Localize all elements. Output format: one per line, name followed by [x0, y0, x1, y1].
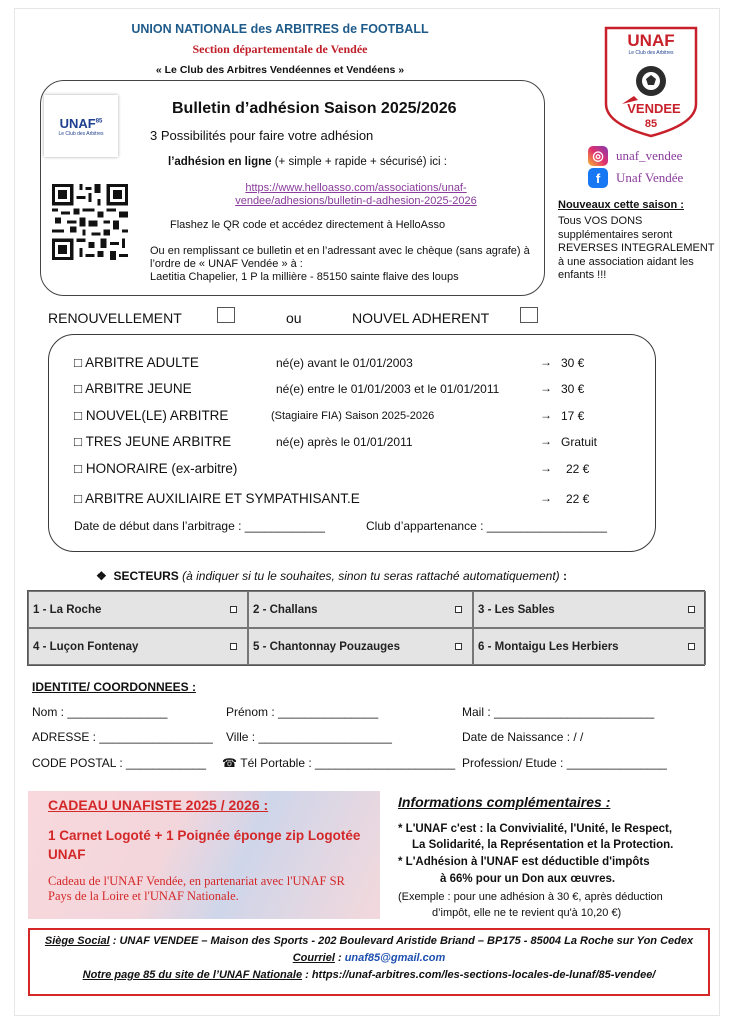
secteur-label: 3 - Les Sables — [478, 603, 555, 616]
secteur-checkbox[interactable] — [688, 643, 695, 650]
secteur-label: 1 - La Roche — [33, 603, 102, 616]
logo-85-text: 85 — [644, 118, 658, 130]
secteur-option[interactable] — [248, 628, 473, 665]
courriel-link[interactable]: unaf85@gmail.com — [344, 952, 446, 964]
remplissant-text — [150, 245, 540, 284]
arrow-icon: → — [540, 434, 552, 448]
secteur-option[interactable] — [248, 591, 473, 628]
helloasso-link[interactable]: https://www.helloasso.com/associations/unaf-vendee/adhesions/bulletin-d-adhesion-2025-2026 — [235, 182, 477, 207]
site-url[interactable]: : https://unaf-arbitres.com/les-sections-locales-de-lunaf/85-vendee/ — [302, 969, 656, 981]
identite-title: IDENTITE/ COORDONNEES : — [32, 680, 197, 694]
facebook-link[interactable] — [588, 168, 683, 188]
bulletin-title: Bulletin d’adhésion Saison 2025/2026 — [172, 100, 457, 117]
remplissant-line-1: Ou en remplissant ce bulletin et en l’adressant avec le chèque (sans agrafe) à l’ordre de « UNAF Vendée » à : — [150, 245, 530, 270]
tarif-condition: né(e) avant le 01/01/2003 — [276, 356, 413, 370]
tarif-price: Gratuit — [561, 435, 598, 449]
mail-field[interactable]: Mail : ________________________ — [462, 705, 655, 719]
tarif-category: □ ARBITRE ADULTE — [74, 355, 199, 370]
tarif-row[interactable] — [74, 381, 614, 399]
tarif-condition: né(e) après le 01/01/2011 — [276, 435, 413, 449]
info-title: Informations complémentaires : — [398, 794, 611, 810]
unaf-vendee-logo — [604, 26, 698, 138]
phone-icon: ☎ — [222, 756, 237, 770]
tarif-condition: (Stagiaire FIA) Saison 2025-2026 — [271, 410, 435, 422]
club-appartenance-field[interactable]: Club d’appartenance : __________________ — [366, 519, 607, 533]
nom-field[interactable]: Nom : _______________ — [32, 705, 168, 719]
possibilites-text: 3 Possibilités pour faire votre adhésion — [150, 128, 374, 143]
instagram-link[interactable] — [588, 146, 682, 166]
arrow-icon: → — [540, 491, 552, 505]
date-debut-field[interactable]: Date de début dans l’arbitrage : ____________ — [74, 519, 325, 533]
arrow-icon: → — [540, 461, 552, 475]
small-logo-text: UNAF$^{85}$ — [59, 115, 103, 131]
secteur-checkbox[interactable] — [455, 643, 462, 650]
tarif-price: 30 € — [561, 356, 585, 370]
flashez-text: Flashez le QR code et accédez directement à HelloAsso — [170, 219, 446, 231]
info-example: d’impôt, elle ne te revient qu'à 10,20 €) — [432, 907, 622, 919]
secteurs-hint: (à indiquer si tu le souhaites, sinon tu seras rattaché automatiquement) — [178, 569, 560, 583]
adhesion-en-ligne-text — [168, 156, 447, 168]
secteur-option[interactable] — [28, 591, 248, 628]
org-title: UNION NATIONALE des ARBITRES de FOOTBALL — [131, 22, 429, 36]
tel-portable-label: Tél Portable : _____________________ — [240, 756, 456, 770]
tarif-row[interactable] — [74, 491, 614, 509]
secteur-label: 6 - Montaigu Les Herbiers — [478, 640, 619, 653]
tarif-row[interactable] — [74, 408, 614, 426]
cadeau-item: 1 Carnet Logoté + 1 Poignée éponge zip Logotée UNAF — [48, 828, 361, 862]
nouvel-adherent-checkbox[interactable] — [520, 307, 538, 323]
ou-label: ou — [286, 310, 302, 326]
info-line: * L'UNAF c'est : la Convivialité, l'Unité, le Respect, — [398, 823, 673, 835]
profession-field[interactable]: Profession/ Etude : _______________ — [462, 756, 667, 770]
cadeau-title: CADEAU UNAFISTE 2025 / 2026 : — [48, 797, 269, 813]
logo-unaf-text: UNAF — [627, 31, 675, 50]
secteur-label: 5 - Chantonnay Pouzauges — [253, 640, 400, 653]
date-naissance-field[interactable]: Date de Naissance : / / — [462, 730, 584, 744]
arrow-icon: → — [540, 355, 552, 369]
nouvel-adherent-label: NOUVEL ADHERENT — [352, 310, 490, 326]
tarif-condition: né(e) entre le 01/01/2003 et le 01/01/2011 — [276, 382, 500, 396]
qr-code-icon[interactable] — [52, 184, 128, 260]
diamond-bullet-icon: ❖ — [96, 569, 107, 583]
remplissant-line-2: Laetitia Chapelier, 1 P la millière - 85150 sainte flaive des loups — [150, 271, 459, 283]
tarif-price: 22 € — [566, 462, 590, 476]
tarif-category: □ ARBITRE AUXILIAIRE ET SYMPATHISANT.E — [74, 491, 360, 506]
tarif-row[interactable] — [74, 461, 614, 479]
en-ligne-rest: (+ simple + rapide + sécurisé) ici : — [271, 156, 447, 168]
courriel-sep: : — [334, 952, 345, 964]
secteurs-table — [27, 590, 705, 666]
org-section: Section départementale de Vendée — [192, 42, 368, 56]
siege-label: Siège Social — [44, 935, 110, 947]
secteur-checkbox[interactable] — [230, 643, 237, 650]
secteurs-title — [96, 569, 567, 583]
prenom-field[interactable]: Prénom : _______________ — [226, 705, 379, 719]
courriel-line — [30, 952, 708, 964]
nouveaux-text: Tous VOS DONS supplémentaires seront REVERSES INTEGRALEMENT à une association aidant les enfants !!! — [558, 215, 715, 281]
tel-portable-field[interactable] — [222, 756, 455, 770]
renouvellement-label: RENOUVELLEMENT — [48, 310, 182, 326]
tarif-price: 17 € — [561, 409, 585, 423]
en-ligne-bold: l’adhésion en ligne — [168, 156, 272, 168]
info-line: à 66% pour un Don aux œuvres. — [440, 873, 616, 885]
tarif-category: □ HONORAIRE (ex-arbitre) — [74, 461, 238, 476]
secteur-label: 2 - Challans — [253, 603, 318, 616]
cadeau-text: Cadeau de l'UNAF Vendée, en partenariat avec l'UNAF SR Pays de la Loire et l'UNAF Nationale. — [48, 874, 345, 903]
info-line: La Solidarité, la Représentation et la Protection. — [412, 839, 674, 851]
secteur-checkbox[interactable] — [455, 606, 462, 613]
info-example: (Exemple : pour une adhésion à 30 €, après déduction — [398, 891, 663, 903]
tarif-row[interactable] — [74, 434, 614, 452]
site-label: Notre page 85 du site de l’UNAF Nationale — [82, 969, 303, 981]
unaf-small-logo — [44, 95, 118, 157]
org-club: « Le Club des Arbitres Vendéennes et Vendéens » — [155, 64, 405, 76]
facebook-handle: Unaf Vendée — [616, 170, 684, 185]
secteur-checkbox[interactable] — [688, 606, 695, 613]
secteur-checkbox[interactable] — [230, 606, 237, 613]
siege-address: : UNAF VENDEE – Maison des Sports - 202 Boulevard Aristide Briand – BP175 - 85004 La Roche sur Yon Cedex — [109, 935, 694, 947]
courriel-label: Courriel — [292, 952, 335, 964]
arrow-icon: → — [540, 381, 552, 395]
tarif-category: □ NOUVEL(LE) ARBITRE — [74, 408, 229, 423]
logo-vendee-text: VENDEE — [627, 101, 681, 116]
secteur-option[interactable] — [28, 628, 248, 665]
tarif-category: □ ARBITRE JEUNE — [74, 381, 192, 396]
nouveaux-title: Nouveaux cette saison : — [558, 199, 684, 211]
instagram-icon: ◎ — [588, 146, 608, 166]
small-logo-sub: Le Club des Arbitres — [58, 130, 104, 137]
secteur-option[interactable] — [473, 591, 706, 628]
instagram-handle: unaf_vendee — [616, 148, 683, 163]
tarif-row[interactable] — [74, 355, 614, 373]
secteur-option[interactable] — [473, 628, 706, 665]
tarif-category: □ TRES JEUNE ARBITRE — [74, 434, 232, 449]
adresse-field[interactable]: ADRESSE : _________________ — [32, 730, 213, 744]
info-line: * L'Adhésion à l'UNAF est déductible d'impôts — [398, 856, 650, 868]
facebook-icon: f — [588, 168, 608, 188]
arrow-icon: → — [540, 408, 552, 422]
renouvellement-checkbox[interactable] — [217, 307, 235, 323]
logo-sub-text: Le Club des Arbitres — [628, 50, 674, 56]
secteurs-colon: : — [559, 569, 568, 583]
secteurs-label: SECTEURS — [113, 569, 179, 583]
secteur-label: 4 - Luçon Fontenay — [33, 640, 139, 653]
tarif-price: 22 € — [566, 492, 590, 506]
ville-field[interactable]: Ville : ____________________ — [226, 730, 392, 744]
siege-social-line — [30, 935, 708, 947]
tarif-price: 30 € — [561, 382, 585, 396]
site-line — [30, 969, 708, 981]
code-postal-field[interactable]: CODE POSTAL : ____________ — [32, 756, 207, 770]
